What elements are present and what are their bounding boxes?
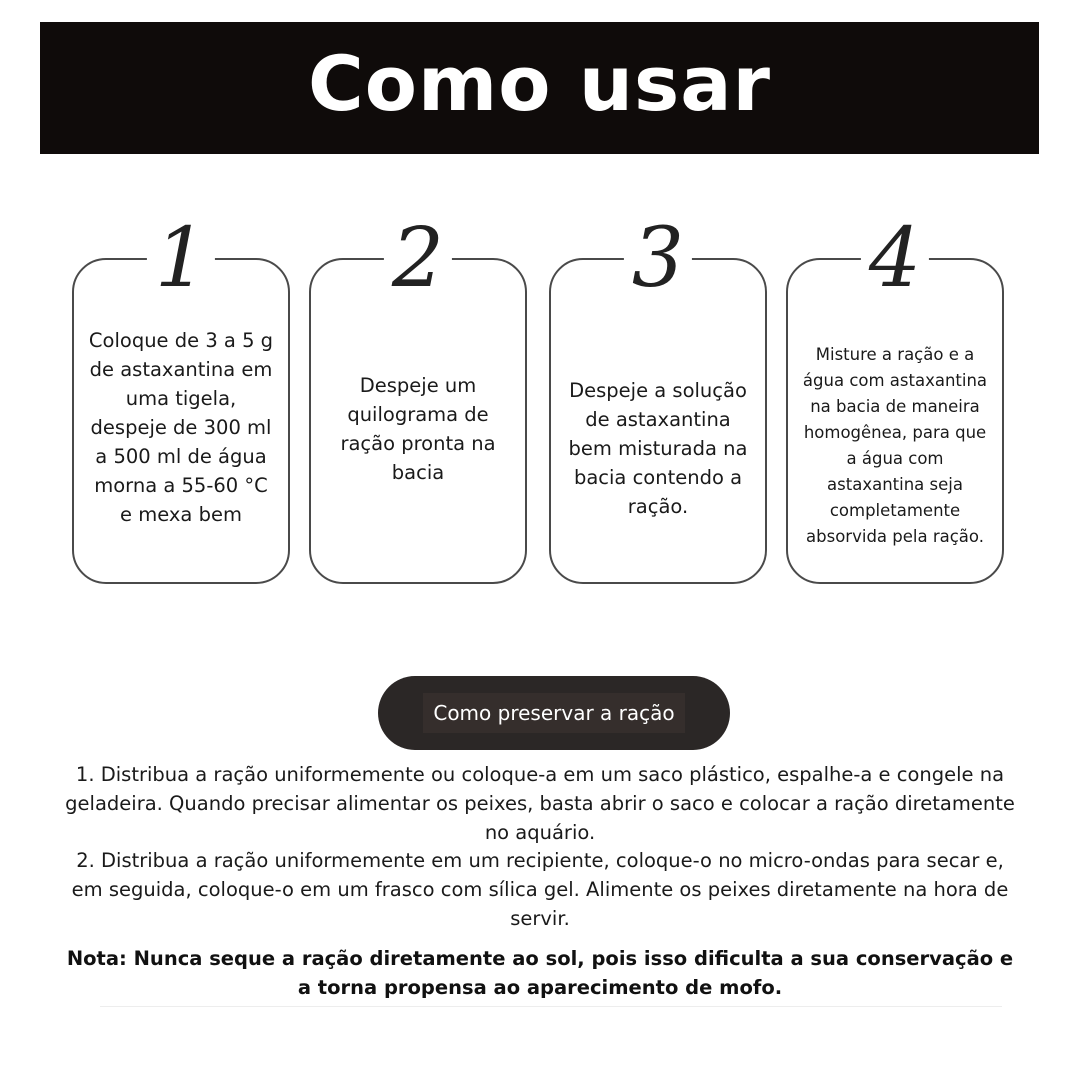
title-banner	[40, 22, 1039, 154]
step-number-2: 2	[384, 218, 452, 300]
step-card-4	[786, 211, 1004, 584]
step-number-4: 4	[861, 218, 929, 300]
step-text-1: Coloque de 3 a 5 g de astaxantina em uma tigela, despeje de 300 ml a 500 ml de água morna a 55-60 °C e mexa bem	[88, 329, 274, 526]
preserve-section-label: Como preservar a ração	[423, 693, 684, 733]
bottom-divider	[100, 1006, 1002, 1007]
step-number-1: 1	[147, 218, 215, 300]
step-card-3	[549, 211, 767, 584]
page-title: Como usar	[308, 39, 771, 128]
step-card-2	[309, 211, 527, 584]
step-text-4: Misture a ração e a água com astaxantina na bacia de maneira homogênea, para que a água com astaxantina seja completamente absorvida pela ração.	[802, 345, 988, 546]
preserve-section-button[interactable]	[378, 676, 730, 750]
preserve-note: Nota: Nunca seque a ração diretamente ao sol, pois isso dificulta a sua conservação e a torna propensa ao aparecimento de mofo.	[66, 947, 1014, 999]
preserve-instruction-2: 2. Distribua a ração uniformemente em um recipiente, coloque-o no micro-ondas para secar e, em seguida, coloque-o em um frasco com sílica gel. Alimente os peixes diretamente na hora de servir.	[71, 849, 1009, 930]
step-card-1	[72, 211, 290, 584]
step-text-3: Despeje a solução de astaxantina bem misturada na bacia contendo a ração.	[568, 379, 748, 518]
preserve-instruction-1: 1. Distribua a ração uniformemente ou coloque-a em um saco plástico, espalhe-a e congele na geladeira. Quando precisar alimentar os peixes, basta abrir o saco e colocar a ração diretamente no aquário.	[65, 763, 1015, 844]
step-number-3: 3	[624, 218, 692, 300]
step-text-2: Despeje um quilograma de ração pronta na bacia	[340, 374, 496, 484]
